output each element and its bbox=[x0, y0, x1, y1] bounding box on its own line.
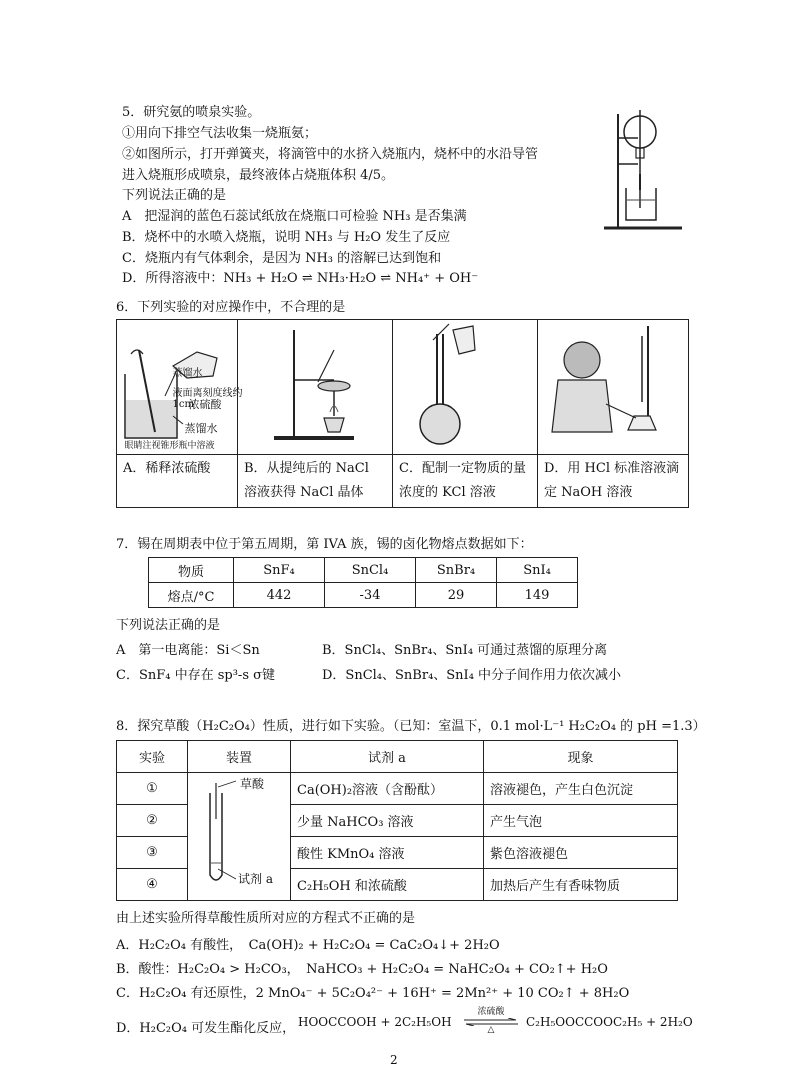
q7-stem: 7．锡在周期表中位于第五周期，第 IVA 族，锡的卤化物熔点数据如下： bbox=[116, 537, 533, 552]
q7-header-1: SnF₄ bbox=[234, 558, 325, 583]
q8-option-d-condition-top: 浓硫酸 bbox=[477, 1007, 505, 1017]
table-row bbox=[117, 773, 678, 805]
q5-step2a: ②如图所示，打开弹簧夹，将滴管中的水挤入烧瓶内，烧杯中的水沿导管 bbox=[122, 147, 539, 162]
q7-option-d: D．SnCl₄、SnBr₄、SnI₄ 中分子间作用力依次减小 bbox=[322, 668, 622, 683]
table-row bbox=[117, 741, 678, 773]
q6-caption-b: B．从提纯后的 NaCl 溶液获得 NaCl 晶体 bbox=[244, 461, 369, 500]
q8-row1-phenomenon: 溶液褪色，产生白色沉淀 bbox=[484, 773, 678, 805]
page-number: 2 bbox=[390, 1053, 398, 1067]
q8-option-d-products: C₂H₅OOCCOOC₂H₅ + 2H₂O bbox=[526, 1015, 693, 1029]
q8-apparatus-cell bbox=[188, 773, 291, 901]
q7-cell-0: 熔点/°C bbox=[149, 583, 234, 608]
q8-option-d-reactants: HOOCCOOH + 2C₂H₅OH bbox=[298, 1015, 452, 1029]
q7-data-table bbox=[148, 557, 578, 608]
q6-caption-c: C．配制一定物质的量浓度的 KCl 溶液 bbox=[399, 461, 526, 500]
q8-row3-reagent: 酸性 KMnO₄ 溶液 bbox=[291, 837, 484, 869]
q6-caption-c-cell bbox=[393, 455, 538, 508]
q8-fig-label-reagent: 试剂 a bbox=[238, 872, 273, 886]
q8-row1-no: ① bbox=[117, 773, 188, 805]
q8-row1-reagent: Ca(OH)₂溶液（含酚酞） bbox=[291, 773, 484, 805]
q6-stem: 6．下列实验的对应操作中，不合理的是 bbox=[116, 300, 346, 315]
q6-caption-a: A．稀释浓硫酸 bbox=[123, 461, 211, 476]
q8-option-a: A．H₂C₂O₄ 有酸性， Ca(OH)₂ + H₂C₂O₄ = CaC₂O₄↓+ 2H₂O bbox=[116, 938, 500, 953]
q8-fig-label-oxalic: 草酸 bbox=[240, 777, 265, 791]
q6-caption-a-cell bbox=[117, 455, 238, 508]
volumetric-flask-figure bbox=[393, 320, 537, 450]
q7-cell-4: 149 bbox=[497, 583, 578, 608]
q5-option-b: B．烧杯中的水喷入烧瓶，说明 NH₃ 与 H₂O 发生了反应 bbox=[122, 230, 451, 245]
q6-caption-b-cell bbox=[238, 455, 393, 508]
q8-row4-phenomenon: 加热后产生有香味物质 bbox=[484, 869, 678, 901]
table-row bbox=[149, 583, 578, 608]
q5-option-d: D．所得溶液中：NH₃ + H₂O ⇌ NH₃·H₂O ⇌ NH₄⁺ + OH⁻ bbox=[122, 271, 479, 286]
q8-option-c: C．H₂C₂O₄ 有还原性，2 MnO₄⁻ + 5C₂O₄²⁻ + 16H⁺ = 2Mn²⁺ + 10 CO₂↑ + 8H₂O bbox=[116, 986, 630, 1001]
fig-d-label: 眼睛注视锥形瓶中溶液 bbox=[124, 440, 215, 451]
q8-prompt: 由上述实验所得草酸性质所对应的方程式不正确的是 bbox=[116, 911, 416, 926]
q5-option-c: C．烧瓶内有气体剩余，是因为 NH₃ 的溶解已达到饱和 bbox=[122, 251, 442, 266]
q7-cell-2: -34 bbox=[325, 583, 416, 608]
q5-stem: 5．研究氨的喷泉实验。 bbox=[122, 105, 261, 120]
q7-header-3: SnBr₄ bbox=[416, 558, 497, 583]
q7-option-a: A 第一电离能：Si＜Sn bbox=[116, 643, 260, 658]
q8-header-phenomenon: 现象 bbox=[484, 741, 678, 773]
q5-step1: ①用向下排空气法收集一烧瓶氨； bbox=[122, 126, 318, 141]
q8-header-reagent: 试剂 a bbox=[291, 741, 484, 773]
evaporation-figure bbox=[238, 320, 392, 450]
q6-caption-d: D．用 HCl 标准溶液滴定 NaOH 溶液 bbox=[544, 461, 680, 500]
q5-step2b: 进入烧瓶形成喷泉，最终液体占烧瓶体积 4/5。 bbox=[122, 168, 395, 183]
q7-option-b: B．SnCl₄、SnBr₄、SnI₄ 可通过蒸馏的原理分离 bbox=[322, 643, 608, 658]
q7-option-c: C．SnF₄ 中存在 sp³-s σ键 bbox=[116, 668, 275, 683]
q8-row2-no: ② bbox=[117, 805, 188, 837]
q6-caption-d-cell bbox=[538, 455, 689, 508]
q8-row2-phenomenon: 产生气泡 bbox=[484, 805, 678, 837]
fountain-experiment-figure bbox=[598, 104, 688, 234]
titration-figure bbox=[538, 320, 688, 450]
q8-stem: 8．探究草酸（H₂C₂O₄）性质，进行如下实验。（已知：室温下，0.1 mol·L⁻¹ H₂C₂O₄ 的 pH =1.3） bbox=[116, 719, 706, 734]
fig-c-label-water: 蒸馏水 bbox=[172, 367, 203, 379]
q8-row4-reagent: C₂H₅OH 和浓硫酸 bbox=[291, 869, 484, 901]
fig-a-label-water: 蒸馏水 bbox=[184, 421, 218, 435]
q6-figure-b-cell bbox=[238, 320, 393, 455]
q8-option-d-condition-bottom: △ bbox=[487, 1025, 495, 1035]
q7-cell-3: 29 bbox=[416, 583, 497, 608]
q8-row3-no: ③ bbox=[117, 837, 188, 869]
q7-header-4: SnI₄ bbox=[497, 558, 578, 583]
q7-header-0: 物质 bbox=[149, 558, 234, 583]
q5-prompt: 下列说法正确的是 bbox=[122, 188, 227, 203]
q7-cell-1: 442 bbox=[234, 583, 325, 608]
q8-row4-no: ④ bbox=[117, 869, 188, 901]
q8-option-b: B．酸性：H₂C₂O₄ > H₂CO₃， NaHCO₃ + H₂C₂O₄ = NaHC₂O₄ + CO₂↑+ H₂O bbox=[116, 962, 608, 977]
fig-c-label-mark: 液面离刻度线约1cm bbox=[172, 387, 243, 410]
q8-experiment-table bbox=[116, 740, 678, 901]
q8-row2-reagent: 少量 NaHCO₃ 溶液 bbox=[291, 805, 484, 837]
q8-header-apparatus: 装置 bbox=[188, 741, 291, 773]
q8-option-d-lead: D．H₂C₂O₄ 可发生酯化反应， bbox=[116, 1021, 296, 1036]
table-row bbox=[149, 558, 578, 583]
q7-prompt: 下列说法正确的是 bbox=[116, 618, 221, 633]
fig-a-label-acid: 浓硫酸 bbox=[188, 397, 222, 411]
q6-options-table bbox=[116, 319, 689, 508]
q5-option-a: A 把湿润的蓝色石蕊试纸放在烧瓶口可检验 NH₃ 是否集满 bbox=[122, 209, 467, 224]
q8-header-experiment: 实验 bbox=[117, 741, 188, 773]
q8-row3-phenomenon: 紫色溶液褪色 bbox=[484, 837, 678, 869]
q7-header-2: SnCl₄ bbox=[325, 558, 416, 583]
